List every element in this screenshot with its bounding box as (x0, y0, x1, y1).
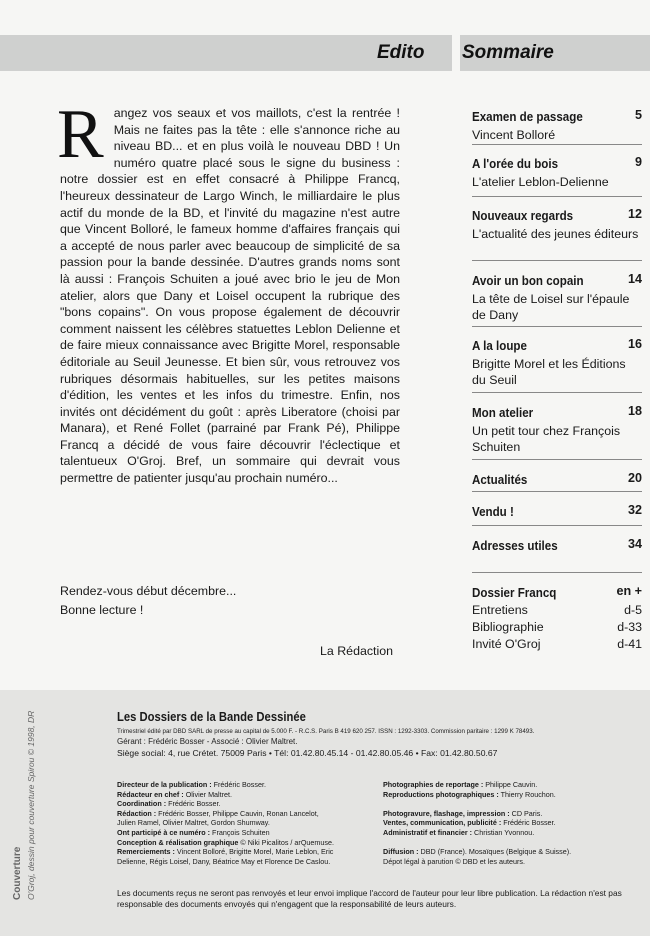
toc-entry-page: 5 (634, 108, 642, 122)
credit-label: Coordination : (117, 799, 167, 809)
credits-right (383, 780, 571, 866)
credit-value: © Niki Picalitos / arQuemuse. (238, 837, 334, 847)
closing-line-1: Rendez-vous début décembre... (60, 584, 237, 598)
toc-entry[interactable] (472, 108, 642, 144)
publication-title: Les Dossiers de la Bande Dessinée (117, 710, 306, 724)
dossier-page: en + (616, 584, 642, 598)
dossier-item[interactable] (472, 636, 642, 653)
toc-entry[interactable] (472, 155, 642, 191)
toc-divider (472, 144, 642, 145)
toc-divider (472, 326, 642, 327)
toc-divider (472, 260, 642, 261)
credit-line (383, 790, 571, 800)
credit-line (383, 847, 571, 857)
toc-entry-page: 9 (634, 155, 642, 169)
toc-divider (472, 392, 642, 393)
toc-entry-title: A la loupe (472, 339, 527, 353)
siege-line: Siège social: 4, rue Crétet. 75009 Paris • Tél: 01.42.80.45.14 - 01.42.80.05.46 • Fax: 01.42.80.50.67 (117, 748, 498, 758)
toc-entry-title: Mon atelier (472, 406, 534, 420)
edito-heading: Edito (377, 42, 425, 63)
toc-entry-subtitle: La tête de Loisel sur l'épaule de Dany (472, 292, 630, 322)
dossier-section (472, 584, 642, 653)
credit-value: Frédéric Bosser, Philippe Cauvin, Ronan Lancelot, (156, 808, 319, 818)
toc-entry-subtitle: L'actualité des jeunes éditeurs (472, 227, 639, 241)
credit-line (117, 799, 334, 809)
credit-label: Administratif et financier : (383, 827, 473, 837)
credit-value: Frédéric Bosser. (211, 780, 266, 789)
toc-entry[interactable] (472, 537, 642, 555)
toc-entry-page: 32 (627, 503, 642, 517)
sommaire-heading: Sommaire (462, 42, 554, 63)
cover-credit-title: Couverture (12, 846, 23, 900)
credit-value: DBD (France). Mosaïques (Belgique & Suisse). (418, 847, 572, 857)
credit-line (117, 828, 334, 838)
toc-entry-title: Avoir un bon copain (472, 274, 584, 288)
credit-line (117, 809, 334, 819)
credit-value: Frédéric Bosser. (166, 799, 221, 809)
toc-entry-page: 16 (627, 337, 642, 351)
toc-divider (472, 491, 642, 492)
editorial-body: angez vos seaux et vos maillots, c'est la rentrée ! Mais ne faites pas la tête : elle s'annonce riche au niveau BD... et en plus voilà le nouveau DBD ! Un numéro quatre placé sous le signe du business : notre dossier est en effet consacré à Philippe Francq, l'heureux dessinateur de Largo Winch, le milliardaire le plus actif du monde de la BD, et l'invité du magazine n'est autre que Vincent Bolloré, le fameux homme d'affaires français qui a accepté de nous parler avec beaucoup de simplicité de sa passion pour la bande dessinée. D'autres grands noms sont là aussi : François Schuiten a joué avec brio le jeu de Mon atelier, alors que Dany et Loisel occupent la rubrique des "bons copains". On vous propose également de découvrir comment naissent les célèbres statuettes Leblon Delienne et de faire mieux connaissance avec Brigitte Morel, responsable éditoriale au Seuil Jeunesse. Et bien sûr, vous retrouvez vos rubriques désormais habituelles, sur les petites maisons d'édition, les ventes et les infos du trimestre. Enfin, nos invités ont décidément du goût : après Liberatore (choisi par Manara), et René Follet (parrainé par Frank Pé), Philippe Francq a décidé de vous faire découvrir l'éclectique et talentueux O'Groj. Bref, un sommaire qui devrait vous permettre de patienter jusqu'au prochain numéro... (60, 106, 400, 486)
toc-entry-subtitle: L'atelier Leblon-Delienne (472, 175, 609, 189)
toc-entry[interactable] (472, 272, 642, 323)
toc-entry-page: 12 (627, 207, 642, 221)
toc-entry-subtitle: Un petit tour chez François Schuiten (472, 424, 621, 454)
credit-label: Rédaction : (117, 808, 157, 818)
dossier-item-page: d-5 (624, 603, 642, 617)
credit-label: Ventes, communication, publicité : (383, 818, 502, 828)
credit-value: Delienne, Régis Loisel, Dany, Béatrice May et Florence De Caslou. (117, 856, 331, 866)
toc-divider (472, 196, 642, 197)
credit-label: Photographies de reportage : (383, 780, 484, 789)
credit-value: CD Paris. (509, 808, 543, 818)
dossier-title: Dossier Francq (472, 586, 557, 600)
gerant-line: Gérant : Frédéric Bosser - Associé : Olivier Maltret. (117, 737, 298, 746)
credit-value: Christian Yvonnou. (472, 827, 535, 837)
disclaimer: Les documents reçus ne seront pas renvoyés et leur envoi implique l'accord de l'auteur pour leur libre publication. La rédaction n'est pas responsable des documents envoyés qui n'engagent que la responsabilité de leurs auteurs. (117, 888, 622, 910)
editorial-text (57, 96, 400, 487)
closing-line-2: Bonne lecture ! (60, 603, 144, 617)
toc-entry-subtitle: Vincent Bolloré (472, 128, 556, 142)
credit-line (117, 818, 334, 828)
drop-cap: R (57, 96, 104, 173)
toc-entry[interactable] (472, 207, 642, 243)
credit-value: François Schuiten (210, 827, 270, 837)
toc-entry-title: Vendu ! (472, 505, 514, 519)
toc-entry-subtitle: Brigitte Morel et les Éditions du Seuil (472, 357, 626, 387)
toc-entry-title: A l'orée du bois (472, 157, 559, 171)
cover-credit (4, 704, 48, 900)
dossier-item[interactable] (472, 619, 642, 636)
dossier-item-page: d-33 (617, 620, 642, 634)
credit-label: Reproductions photographiques : (383, 789, 499, 799)
dossier-item-label: Invité O'Groj (472, 637, 541, 651)
credit-label: Directeur de la publication : (117, 780, 212, 789)
credit-value: Olivier Maltret. (183, 789, 233, 799)
credit-value: Philippe Cauvin. (483, 780, 538, 789)
credit-label: Diffusion : (383, 847, 419, 857)
credit-line (117, 790, 334, 800)
toc-entry-title: Examen de passage (472, 110, 583, 124)
toc-entry-page: 14 (627, 272, 642, 286)
credits-left (117, 780, 334, 866)
credit-line (383, 838, 571, 848)
credit-line (383, 818, 571, 828)
credit-line (383, 809, 571, 819)
credit-line (383, 780, 571, 790)
legal-line: Trimestriel édité par DBD SARL de presse au capital de 5.000 F. - R.C.S. Paris B 419 620 257. ISSN : 1292-3303. Commission paritaire : 1299 K 78493. (117, 728, 535, 735)
signature: La Rédaction (320, 644, 394, 658)
toc-entry-title: Nouveaux regards (472, 209, 574, 223)
credit-line (383, 799, 571, 809)
credit-value: Dépot légal à parution © DBD et les auteurs. (383, 856, 525, 866)
toc-entry-page: 34 (627, 537, 642, 551)
credit-line (117, 847, 334, 857)
toc-entry[interactable] (472, 404, 642, 455)
toc-entry[interactable] (472, 337, 642, 388)
credit-label: Rédacteur en chef : (117, 789, 184, 799)
toc-entry-title: Actualités (472, 473, 528, 487)
toc-entry[interactable] (472, 503, 642, 521)
toc-entry[interactable] (472, 471, 642, 489)
credit-line (117, 857, 334, 867)
dossier-item[interactable] (472, 602, 642, 619)
toc-divider (472, 572, 642, 573)
credit-label: Conception & réalisation graphique (117, 837, 239, 847)
dossier-item-page: d-41 (617, 637, 642, 651)
credit-value: Vincent Bolloré, Brigitte Morel, Marie Leblon, Eric (174, 847, 334, 857)
toc-divider (472, 525, 642, 526)
dossier-item-label: Bibliographie (472, 620, 544, 634)
credit-value: Thierry Rouchon. (498, 789, 556, 799)
credit-line (383, 828, 571, 838)
credit-line (117, 838, 334, 848)
credit-value: Frédéric Bosser. (501, 818, 556, 828)
credit-label: Remerciements : (117, 847, 175, 857)
toc-entry-page: 20 (627, 471, 642, 485)
credit-line (117, 780, 334, 790)
toc-entry-title: Adresses utiles (472, 539, 558, 553)
cover-credit-text: O'Groj, dessin pour couverture Spirou © 1998, DR (26, 710, 36, 900)
credit-line (383, 857, 571, 867)
column-divider (452, 0, 460, 690)
credit-value: Julien Ramel, Olivier Maltret, Gordon Shumway. (117, 818, 270, 828)
toc-entry-page: 18 (627, 404, 642, 418)
credit-label: Photogravure, flashage, impression : (383, 808, 510, 818)
dossier-item-label: Entretiens (472, 603, 528, 617)
toc-divider (472, 459, 642, 460)
credit-label: Ont participé à ce numéro : (117, 827, 211, 837)
